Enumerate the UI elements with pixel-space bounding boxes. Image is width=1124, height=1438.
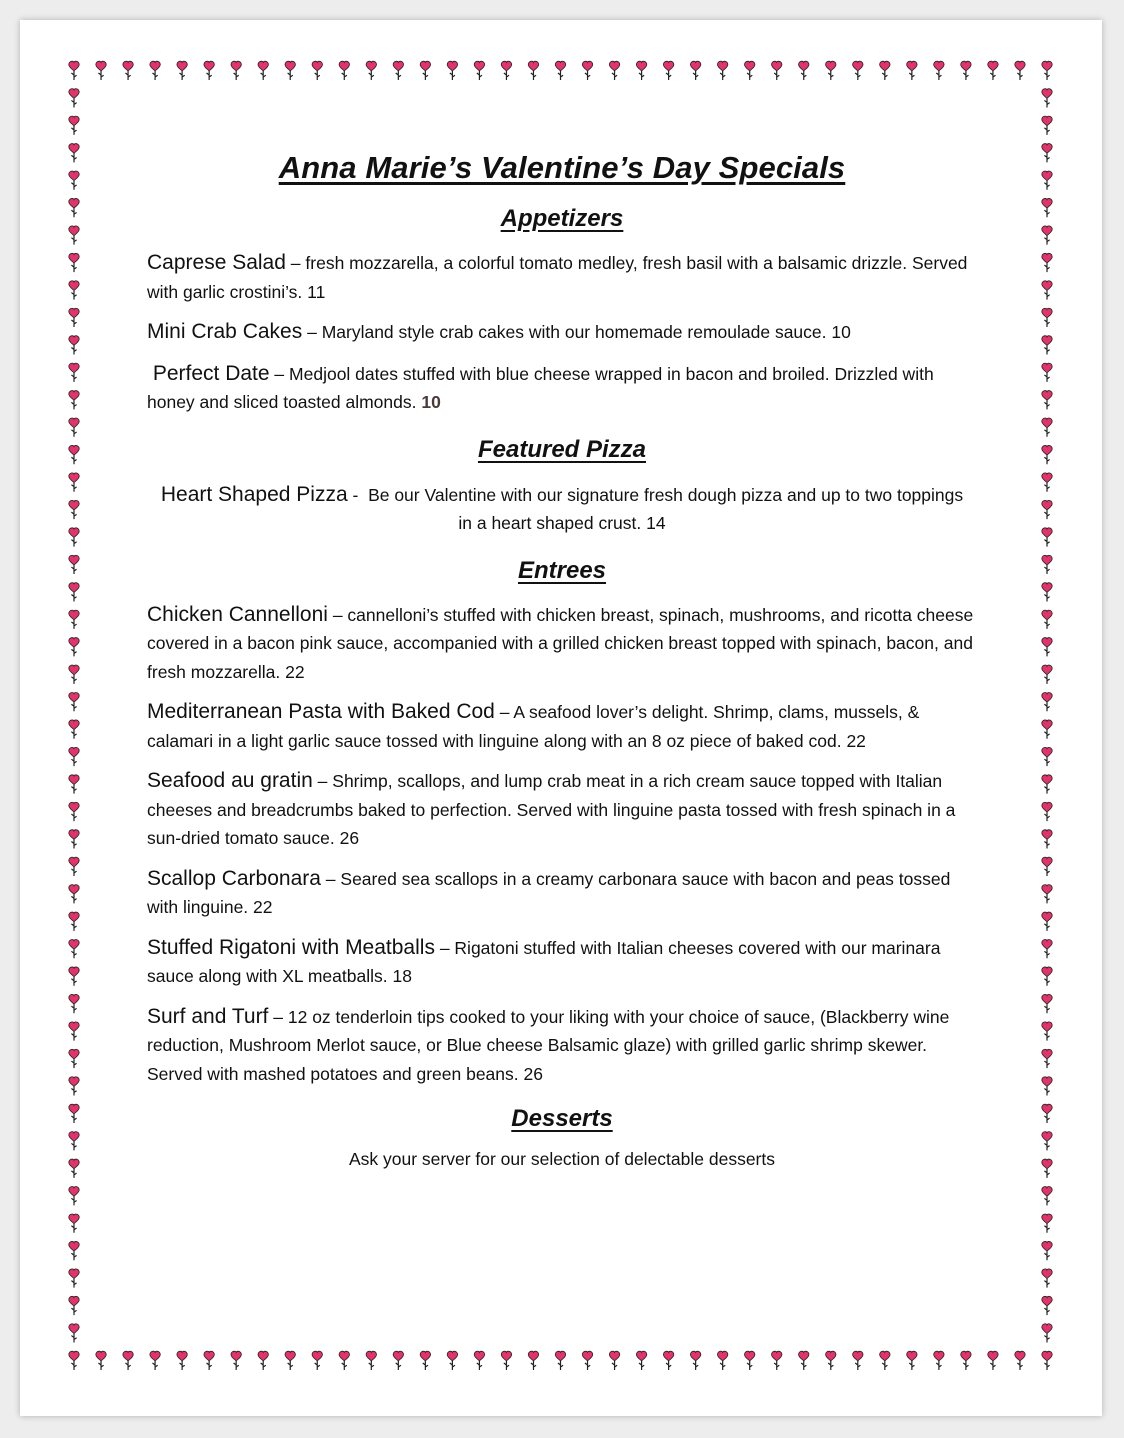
heart-flower-icon: [663, 61, 673, 80]
heart-flower-icon: [1042, 775, 1052, 794]
heart-flower-icon: [1042, 665, 1052, 684]
heart-flower-icon: [69, 61, 79, 80]
heart-flower-icon: [231, 1351, 241, 1370]
section-heading-desserts: Desserts: [511, 1105, 613, 1132]
item-price: 22: [285, 661, 305, 682]
item-price: 26: [339, 828, 360, 848]
section-heading-appetizers: Appetizers: [500, 205, 624, 232]
heart-flower-icon: [204, 1351, 214, 1370]
heart-flower-icon: [69, 116, 79, 135]
heart-flower-icon: [69, 775, 79, 794]
menu-title: Anna Marie’s Valentine’s Day Specials: [278, 150, 846, 185]
heart-flower-icon: [501, 61, 511, 80]
section-heading-featured-pizza: Featured Pizza: [477, 435, 647, 463]
heart-flower-icon: [1015, 61, 1025, 80]
heart-flower-icon: [69, 994, 79, 1013]
heart-flower-icon: [69, 720, 79, 739]
menu-item: Surf and Turf – 12 oz tenderloin tips cooked to your liking with your choice of sauce, (Blackberry wine reduction, Mushroom Merlot sauce, or Blue cheese Balsamic glaze) with grilled garlic shrimp skewer. Served with mashed potatoes and green beans. 26: [147, 1004, 950, 1084]
heart-flower-icon: [1042, 638, 1052, 657]
heart-flower-icon: [1042, 802, 1052, 821]
heart-flower-icon: [988, 1351, 998, 1370]
heart-flower-icon: [69, 363, 79, 382]
heart-flower-icon: [961, 61, 971, 80]
heart-flower-icon: [609, 61, 619, 80]
menu-item: Mediterranean Pasta with Baked Cod – A seafood lover’s delight. Shrimp, clams, mussels, & calamari in a light garlic sauce tossed with linguine along with an 8 oz piece of baked cod. 22: [147, 700, 920, 751]
heart-flower-icon: [1042, 198, 1052, 217]
heart-flower-icon: [69, 692, 79, 711]
heart-flower-icon: [69, 1324, 79, 1343]
heart-flower-icon: [1042, 61, 1052, 80]
item-description: Shrimp, scallops, and lump crab meat in a rich cream sauce topped with Italian cheeses and breadcrumbs baked to perfection. Served with linguine pasta tossed with fresh spinach in a sun-dried tomato sauce.: [147, 771, 956, 848]
heart-flower-icon: [1042, 473, 1052, 492]
heart-flower-icon: [69, 1351, 79, 1370]
item-price: 14: [646, 513, 666, 533]
heart-flower-icon: [961, 1351, 971, 1370]
heart-flower-icon: [528, 61, 538, 80]
heart-flower-icon: [1042, 610, 1052, 629]
heart-flower-icon: [1042, 692, 1052, 711]
heart-flower-icon: [69, 1214, 79, 1233]
heart-flower-icon: [69, 555, 79, 574]
heart-flower-icon: [1042, 1049, 1052, 1068]
heart-flower-icon: [1042, 391, 1052, 410]
item-price: 10: [831, 322, 851, 342]
item-price: 18: [392, 966, 412, 986]
item-description: fresh mozzarella, a colorful tomato medley, fresh basil with a balsamic drizzle. Served with garlic crostini’s.: [147, 253, 968, 302]
heart-flower-icon: [1042, 144, 1052, 163]
heart-flower-icon: [69, 638, 79, 657]
item-description: Rigatoni stuffed with Italian cheeses covered with our marinara sauce along with XL meatballs.: [147, 937, 941, 986]
menu-item: Chicken Cannelloni – cannelloni’s stuffed with chicken breast, spinach, mushrooms, and ricotta cheese covered in a bacon pink sauce, accompanied with a grilled chicken breast topped with spinach, bacon, and fresh mozzarella. 22: [147, 602, 974, 682]
heart-flower-icon: [69, 802, 79, 821]
desserts-note: Ask your server for our selection of delectable desserts: [348, 1149, 776, 1169]
item-price: 11: [307, 281, 326, 302]
heart-flower-icon: [177, 1351, 187, 1370]
heart-flower-icon: [582, 61, 592, 80]
item-name: Caprese Salad: [147, 251, 286, 274]
heart-flower-icon: [826, 1351, 836, 1370]
heart-flower-icon: [339, 1351, 349, 1370]
heart-flower-icon: [1042, 116, 1052, 135]
item-name: Heart Shaped Pizza: [160, 482, 348, 506]
heart-flower-icon: [1042, 1022, 1052, 1041]
heart-flower-icon: [744, 1351, 754, 1370]
heart-flower-icon: [853, 1351, 863, 1370]
item-name: Mediterranean Pasta with Baked Cod: [147, 700, 495, 723]
heart-flower-icon: [231, 61, 241, 80]
heart-flower-icon: [582, 1351, 592, 1370]
item-name: Scallop Carbonara: [147, 866, 321, 890]
item-description: A seafood lover’s delight. Shrimp, clams, mussels, & calamari in a light garlic sauce tossed with linguine along with an 8 oz piece of baked cod.: [147, 702, 920, 751]
heart-flower-icon: [1042, 1104, 1052, 1123]
item-description: Maryland style crab cakes with our homemade remoulade sauce.: [321, 322, 827, 342]
heart-flower-icon: [690, 1351, 700, 1370]
item-description: Be our Valentine with our signature fresh dough pizza and up to two toppings in a heart shaped crust.: [368, 484, 964, 533]
menu-item: Stuffed Rigatoni with Meatballs – Rigatoni stuffed with Italian cheeses covered with our marinara sauce along with XL meatballs. 18: [147, 935, 941, 986]
heart-flower-icon: [663, 1351, 673, 1370]
heart-flower-icon: [1042, 720, 1052, 739]
menu-item: Mini Crab Cakes – Maryland style crab cakes with our homemade remoulade sauce. 10: [147, 320, 851, 343]
heart-flower-icon: [799, 1351, 809, 1370]
heart-flower-icon: [366, 1351, 376, 1370]
heart-flower-icon: [69, 1159, 79, 1178]
heart-flower-icon: [501, 1351, 511, 1370]
heart-flower-icon: [1042, 308, 1052, 327]
heart-flower-icon: [1042, 830, 1052, 849]
heart-flower-icon: [69, 1077, 79, 1096]
heart-flower-icon: [312, 1351, 322, 1370]
heart-flower-icon: [96, 61, 106, 80]
heart-flower-icon: [69, 665, 79, 684]
heart-flower-icon: [1042, 1077, 1052, 1096]
heart-flower-icon: [69, 967, 79, 986]
heart-flower-icon: [636, 1351, 646, 1370]
heart-flower-icon: [907, 1351, 917, 1370]
heart-flower-icon: [1042, 583, 1052, 602]
heart-flower-icon: [69, 281, 79, 300]
heart-flower-icon: [285, 61, 295, 80]
heart-flower-icon: [69, 391, 79, 410]
heart-flower-icon: [69, 747, 79, 766]
heart-flower-icon: [69, 1241, 79, 1260]
heart-flower-icon: [1042, 528, 1052, 547]
heart-flower-icon: [69, 473, 79, 492]
heart-flower-icon: [1042, 1324, 1052, 1343]
heart-flower-icon: [420, 61, 430, 80]
heart-flower-icon: [1042, 994, 1052, 1013]
menu-item: Caprese Salad – fresh mozzarella, a colorful tomato medley, fresh basil with a balsamic drizzle. Served with garlic crostini’s. 11: [147, 251, 968, 302]
heart-flower-icon: [69, 830, 79, 849]
heart-flower-icon: [1042, 912, 1052, 931]
heart-flower-icon: [69, 885, 79, 904]
heart-flower-icon: [69, 583, 79, 602]
heart-flower-icon: [69, 1187, 79, 1206]
heart-flower-icon: [69, 89, 79, 108]
heart-flower-icon: [69, 939, 79, 958]
heart-flower-icon: [555, 1351, 565, 1370]
heart-flower-icon: [447, 61, 457, 80]
heart-flower-icon: [1042, 857, 1052, 876]
heart-flower-icon: [69, 1269, 79, 1288]
menu-item: Heart Shaped Pizza - Be our Valentine with our signature fresh dough pizza and up to two toppings in a heart shaped crust. 14: [160, 482, 964, 533]
heart-flower-icon: [1042, 967, 1052, 986]
heart-flower-icon: [772, 1351, 782, 1370]
heart-flower-icon: [1042, 500, 1052, 519]
heart-flower-icon: [393, 61, 403, 80]
heart-flower-icon: [934, 1351, 944, 1370]
heart-flower-icon: [1042, 1187, 1052, 1206]
heart-flower-icon: [609, 1351, 619, 1370]
item-price: 22: [846, 730, 866, 751]
heart-flower-icon: [1042, 1351, 1052, 1370]
heart-flower-icon: [1042, 555, 1052, 574]
heart-flower-icon: [1042, 939, 1052, 958]
item-description: Medjool dates stuffed with blue cheese wrapped in bacon and broiled. Drizzled with honey and sliced toasted almonds.: [147, 363, 934, 412]
heart-flower-icon: [123, 61, 133, 80]
item-name: Perfect Date: [147, 361, 270, 385]
heart-flower-icon: [204, 61, 214, 80]
heart-flower-icon: [69, 445, 79, 464]
heart-flower-icon: [853, 61, 863, 80]
heart-flower-icon: [1042, 336, 1052, 355]
item-name: Chicken Cannelloni: [147, 602, 328, 626]
heart-flower-icon: [69, 226, 79, 245]
heart-flower-icon: [96, 1351, 106, 1370]
item-price: 22: [253, 897, 273, 917]
heart-flower-icon: [366, 61, 376, 80]
heart-flower-icon: [69, 528, 79, 547]
item-description: 12 oz tenderloin tips cooked to your liking with your choice of sauce, (Blackberry wine reduction, Mushroom Merlot sauce, or Blue cheese Balsamic glaze) with grilled garlic shrimp skewer. Served with mashed potatoes and green beans.: [147, 1006, 950, 1084]
heart-flower-icon: [69, 912, 79, 931]
heart-flower-icon: [69, 144, 79, 163]
heart-flower-icon: [69, 1296, 79, 1315]
menu-item: Scallop Carbonara – Seared sea scallops in a creamy carbonara sauce with bacon and peas tossed with linguine. 22: [147, 866, 951, 917]
heart-flower-icon: [69, 610, 79, 629]
heart-flower-icon: [772, 61, 782, 80]
heart-flower-icon: [636, 61, 646, 80]
item-name: Mini Crab Cakes: [147, 320, 303, 343]
heart-flower-icon: [69, 1104, 79, 1123]
section-heading-entrees: Entrees: [517, 556, 607, 584]
heart-flower-icon: [1042, 747, 1052, 766]
heart-flower-icon: [1042, 1269, 1052, 1288]
heart-flower-icon: [1042, 418, 1052, 437]
item-price: 26: [523, 1063, 543, 1084]
heart-flower-icon: [717, 1351, 727, 1370]
heart-flower-icon: [339, 61, 349, 80]
heart-flower-icon: [1042, 885, 1052, 904]
item-name: Surf and Turf: [147, 1004, 269, 1028]
heart-flower-icon: [1042, 1296, 1052, 1315]
heart-flower-icon: [474, 1351, 484, 1370]
heart-flower-icon: [880, 1351, 890, 1370]
heart-flower-icon: [988, 61, 998, 80]
heart-flower-icon: [69, 857, 79, 876]
heart-flower-icon: [799, 61, 809, 80]
heart-flower-icon: [1015, 1351, 1025, 1370]
heart-flower-icon: [150, 61, 160, 80]
heart-flower-icon: [1042, 1214, 1052, 1233]
heart-flower-icon: [258, 1351, 268, 1370]
heart-flower-icon: [1042, 281, 1052, 300]
heart-flower-icon: [1042, 363, 1052, 382]
heart-flower-icon: [285, 1351, 295, 1370]
heart-flower-icon: [177, 61, 187, 80]
heart-flower-icon: [826, 61, 836, 80]
heart-flower-icon: [312, 61, 322, 80]
heart-flower-icon: [528, 1351, 538, 1370]
heart-flower-icon: [1042, 226, 1052, 245]
heart-flower-icon: [69, 1049, 79, 1068]
item-price: 10: [421, 392, 441, 412]
heart-flower-icon: [393, 1351, 403, 1370]
item-description: cannelloni’s stuffed with chicken breast, spinach, mushrooms, and ricotta cheese covered in a bacon pink sauce, accompanied with a grilled chicken breast topped with spinach, bacon, and fresh mozzarella.: [147, 604, 974, 682]
heart-flower-icon: [69, 1132, 79, 1151]
heart-flower-icon: [447, 1351, 457, 1370]
menu-item: Seafood au gratin – Shrimp, scallops, and lump crab meat in a rich cream sauce topped with Italian cheeses and breadcrumbs baked to perfection. Served with linguine pasta tossed with fresh spinach in a sun-dried tomato sauce. 26: [147, 769, 956, 848]
heart-flower-icon: [1042, 1241, 1052, 1260]
heart-flower-icon: [69, 171, 79, 190]
heart-flower-icon: [907, 61, 917, 80]
heart-flower-icon: [69, 418, 79, 437]
item-description: Seared sea scallops in a creamy carbonara sauce with bacon and peas tossed with linguine.: [147, 868, 951, 917]
heart-flower-icon: [69, 198, 79, 217]
heart-flower-icon: [258, 61, 268, 80]
heart-flower-icon: [717, 61, 727, 80]
heart-flower-icon: [934, 61, 944, 80]
heart-flower-icon: [69, 253, 79, 272]
menu-content: [147, 146, 977, 1172]
menu-item: Perfect Date – Medjool dates stuffed with blue cheese wrapped in bacon and broiled. Drizzled with honey and sliced toasted almonds. 10: [147, 361, 934, 412]
heart-flower-icon: [474, 61, 484, 80]
heart-flower-icon: [1042, 253, 1052, 272]
heart-flower-icon: [69, 1022, 79, 1041]
heart-flower-icon: [744, 61, 754, 80]
heart-flower-icon: [880, 61, 890, 80]
heart-flower-icon: [555, 61, 565, 80]
heart-flower-icon: [690, 61, 700, 80]
heart-flower-icon: [1042, 1132, 1052, 1151]
heart-flower-icon: [123, 1351, 133, 1370]
heart-flower-icon: [1042, 89, 1052, 108]
heart-flower-icon: [1042, 1159, 1052, 1178]
item-name: Stuffed Rigatoni with Meatballs: [147, 935, 435, 959]
heart-flower-icon: [69, 308, 79, 327]
heart-flower-icon: [69, 336, 79, 355]
item-name: Seafood au gratin: [147, 769, 313, 792]
heart-flower-icon: [69, 500, 79, 519]
heart-flower-icon: [1042, 171, 1052, 190]
heart-flower-icon: [150, 1351, 160, 1370]
heart-flower-icon: [420, 1351, 430, 1370]
heart-flower-icon: [1042, 445, 1052, 464]
